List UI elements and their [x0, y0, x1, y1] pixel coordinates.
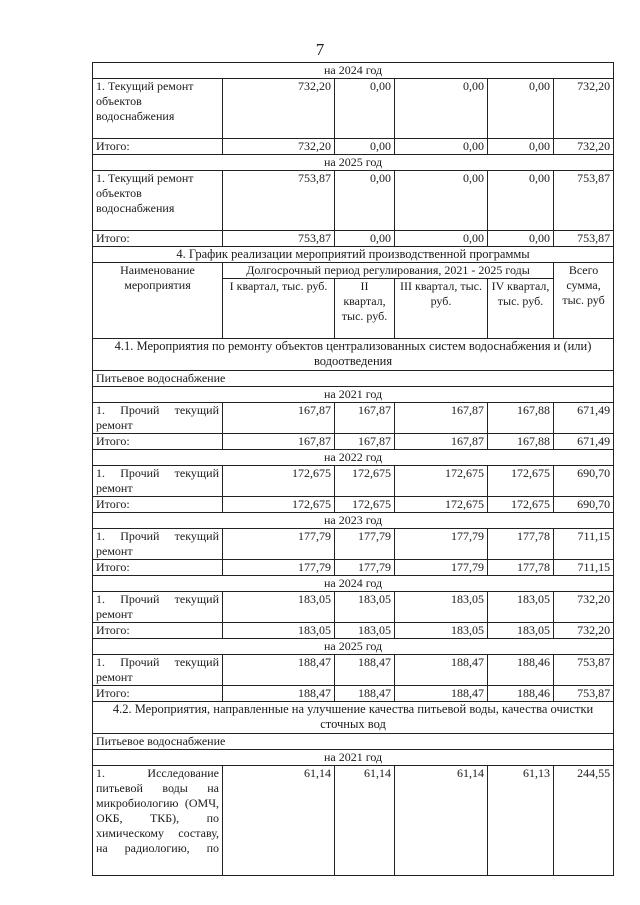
cell-total: 732,20	[554, 592, 614, 623]
activity-name: 1. Текущий ремонт объектов водоснабжения	[93, 171, 223, 231]
cell-q4: 0,00	[488, 171, 554, 231]
subsection-title: 4.1. Мероприятия по ремонту объектов централизованных систем водоснабжения и (или) водоотведения	[93, 339, 614, 371]
cell-q1: 188,47	[223, 655, 335, 686]
cell-q3: 188,47	[395, 686, 488, 702]
cell-q1: 188,47	[223, 686, 335, 702]
cell-q1: 167,87	[223, 434, 335, 450]
cell-q4: 0,00	[488, 231, 554, 247]
cell-q1: 753,87	[223, 231, 335, 247]
cell-q4: 172,675	[488, 497, 554, 513]
cell-q4: 167,88	[488, 403, 554, 434]
year-row	[93, 387, 614, 403]
year-row	[93, 750, 614, 766]
cell-q1: 177,79	[223, 529, 335, 560]
table-row	[93, 403, 614, 434]
cell-q4: 0,00	[488, 79, 554, 139]
cell-q4: 183,05	[488, 623, 554, 639]
cell-q4: 183,05	[488, 592, 554, 623]
year-label: на 2025 год	[93, 155, 614, 171]
summary-row	[93, 560, 614, 576]
category-row	[93, 371, 614, 387]
table-row	[93, 592, 614, 623]
year-row	[93, 63, 614, 79]
cell-total: 753,87	[554, 171, 614, 231]
category-row	[93, 734, 614, 750]
summary-row	[93, 231, 614, 247]
cell-total: 671,49	[554, 403, 614, 434]
cell-q3: 167,87	[395, 403, 488, 434]
summary-label: Итого:	[93, 231, 223, 247]
section-title: 4. График реализации мероприятий производственной программы	[93, 247, 614, 263]
cell-q2: 172,675	[335, 466, 395, 497]
cell-q1: 172,675	[223, 497, 335, 513]
section-title-row	[93, 247, 614, 263]
cell-q3: 183,05	[395, 592, 488, 623]
cell-q3: 61,14	[395, 766, 488, 876]
header-q3: III квартал, тыс. руб.	[395, 279, 488, 339]
cell-q2: 177,79	[335, 560, 395, 576]
table-row	[93, 466, 614, 497]
header-row	[93, 263, 614, 279]
cell-total: 690,70	[554, 497, 614, 513]
cell-q3: 183,05	[395, 623, 488, 639]
page-number: 7	[315, 40, 325, 59]
cell-q3: 172,675	[395, 497, 488, 513]
category-label: Питьевое водоснабжение	[93, 371, 614, 387]
activity-name: 1. Прочий текущий ремонт	[93, 592, 223, 623]
header-q1: I квартал, тыс. руб.	[223, 279, 335, 339]
cell-q2: 0,00	[335, 231, 395, 247]
activity-name: 1. Текущий ремонт объектов водоснабжения	[93, 79, 223, 139]
summary-label: Итого:	[93, 686, 223, 702]
program-table	[92, 62, 614, 876]
summary-row	[93, 434, 614, 450]
header-period: Долгосрочный период регулирования, 2021 - 2025 годы	[223, 263, 554, 279]
year-label: на 2022 год	[93, 450, 614, 466]
cell-total: 671,49	[554, 434, 614, 450]
cell-q3: 0,00	[395, 79, 488, 139]
cell-total: 732,20	[554, 139, 614, 155]
document-body	[92, 62, 613, 876]
summary-label: Итого:	[93, 497, 223, 513]
cell-q1: 172,675	[223, 466, 335, 497]
summary-row	[93, 497, 614, 513]
cell-q2: 61,14	[335, 766, 395, 876]
cell-total: 732,20	[554, 79, 614, 139]
cell-q1: 183,05	[223, 623, 335, 639]
year-row	[93, 513, 614, 529]
year-label: на 2021 год	[93, 387, 614, 403]
cell-q3: 0,00	[395, 139, 488, 155]
subsection-title-row	[93, 702, 614, 734]
cell-total: 711,15	[554, 529, 614, 560]
year-label: на 2024 год	[93, 576, 614, 592]
cell-q3: 167,87	[395, 434, 488, 450]
cell-q4: 0,00	[488, 139, 554, 155]
year-row	[93, 155, 614, 171]
cell-q2: 177,79	[335, 529, 395, 560]
table-row	[93, 655, 614, 686]
activity-name: 1. Исследование питьевой воды на микробиологию (ОМЧ, ОКБ, ТКБ), по химическому составу, на радиологию, по	[93, 766, 223, 876]
table-row	[93, 529, 614, 560]
cell-total: 690,70	[554, 466, 614, 497]
cell-total: 753,87	[554, 655, 614, 686]
cell-total: 753,87	[554, 686, 614, 702]
cell-q1: 732,20	[223, 79, 335, 139]
cell-q3: 172,675	[395, 466, 488, 497]
cell-q1: 177,79	[223, 560, 335, 576]
summary-row	[93, 623, 614, 639]
activity-name: 1. Прочий текущий ремонт	[93, 403, 223, 434]
cell-q4: 172,675	[488, 466, 554, 497]
activity-name: 1. Прочий текущий ремонт	[93, 529, 223, 560]
year-label: на 2024 год	[93, 63, 614, 79]
subsection-title-row	[93, 339, 614, 371]
cell-q4: 188,46	[488, 686, 554, 702]
cell-q4: 167,88	[488, 434, 554, 450]
header-q2: II квартал, тыс. руб.	[335, 279, 395, 339]
cell-q4: 177,78	[488, 529, 554, 560]
header-q4: IV квартал, тыс. руб.	[488, 279, 554, 339]
cell-q4: 177,78	[488, 560, 554, 576]
cell-q1: 183,05	[223, 592, 335, 623]
summary-label: Итого:	[93, 139, 223, 155]
cell-q1: 753,87	[223, 171, 335, 231]
cell-q4: 61,13	[488, 766, 554, 876]
category-label: Питьевое водоснабжение	[93, 734, 614, 750]
activity-name: 1. Прочий текущий ремонт	[93, 466, 223, 497]
cell-q1: 167,87	[223, 403, 335, 434]
year-label: на 2021 год	[93, 750, 614, 766]
cell-total: 711,15	[554, 560, 614, 576]
cell-q2: 0,00	[335, 139, 395, 155]
cell-q2: 188,47	[335, 686, 395, 702]
cell-q1: 732,20	[223, 139, 335, 155]
cell-q3: 177,79	[395, 529, 488, 560]
summary-label: Итого:	[93, 623, 223, 639]
summary-row	[93, 139, 614, 155]
cell-q2: 167,87	[335, 403, 395, 434]
year-label: на 2025 год	[93, 639, 614, 655]
header-total: Всего сумма, тыс. руб	[554, 263, 614, 339]
table-row	[93, 766, 614, 876]
table-row	[93, 79, 614, 139]
year-row	[93, 639, 614, 655]
cell-total: 732,20	[554, 623, 614, 639]
cell-q4: 188,46	[488, 655, 554, 686]
cell-q3: 177,79	[395, 560, 488, 576]
cell-q2: 172,675	[335, 497, 395, 513]
cell-q1: 61,14	[223, 766, 335, 876]
activity-name: 1. Прочий текущий ремонт	[93, 655, 223, 686]
cell-q3: 188,47	[395, 655, 488, 686]
cell-q2: 0,00	[335, 79, 395, 139]
cell-q2: 167,87	[335, 434, 395, 450]
summary-label: Итого:	[93, 560, 223, 576]
cell-q3: 0,00	[395, 171, 488, 231]
cell-q3: 0,00	[395, 231, 488, 247]
year-label: на 2023 год	[93, 513, 614, 529]
cell-q2: 0,00	[335, 171, 395, 231]
cell-total: 244,55	[554, 766, 614, 876]
year-row	[93, 576, 614, 592]
header-name: Наименование мероприятия	[93, 263, 223, 339]
table-row	[93, 171, 614, 231]
summary-label: Итого:	[93, 434, 223, 450]
year-row	[93, 450, 614, 466]
cell-q2: 183,05	[335, 592, 395, 623]
cell-q2: 183,05	[335, 623, 395, 639]
subsection-title: 4.2. Мероприятия, направленные на улучшение качества питьевой воды, качества очистки сточных вод	[93, 702, 614, 734]
cell-q2: 188,47	[335, 655, 395, 686]
summary-row	[93, 686, 614, 702]
cell-total: 753,87	[554, 231, 614, 247]
